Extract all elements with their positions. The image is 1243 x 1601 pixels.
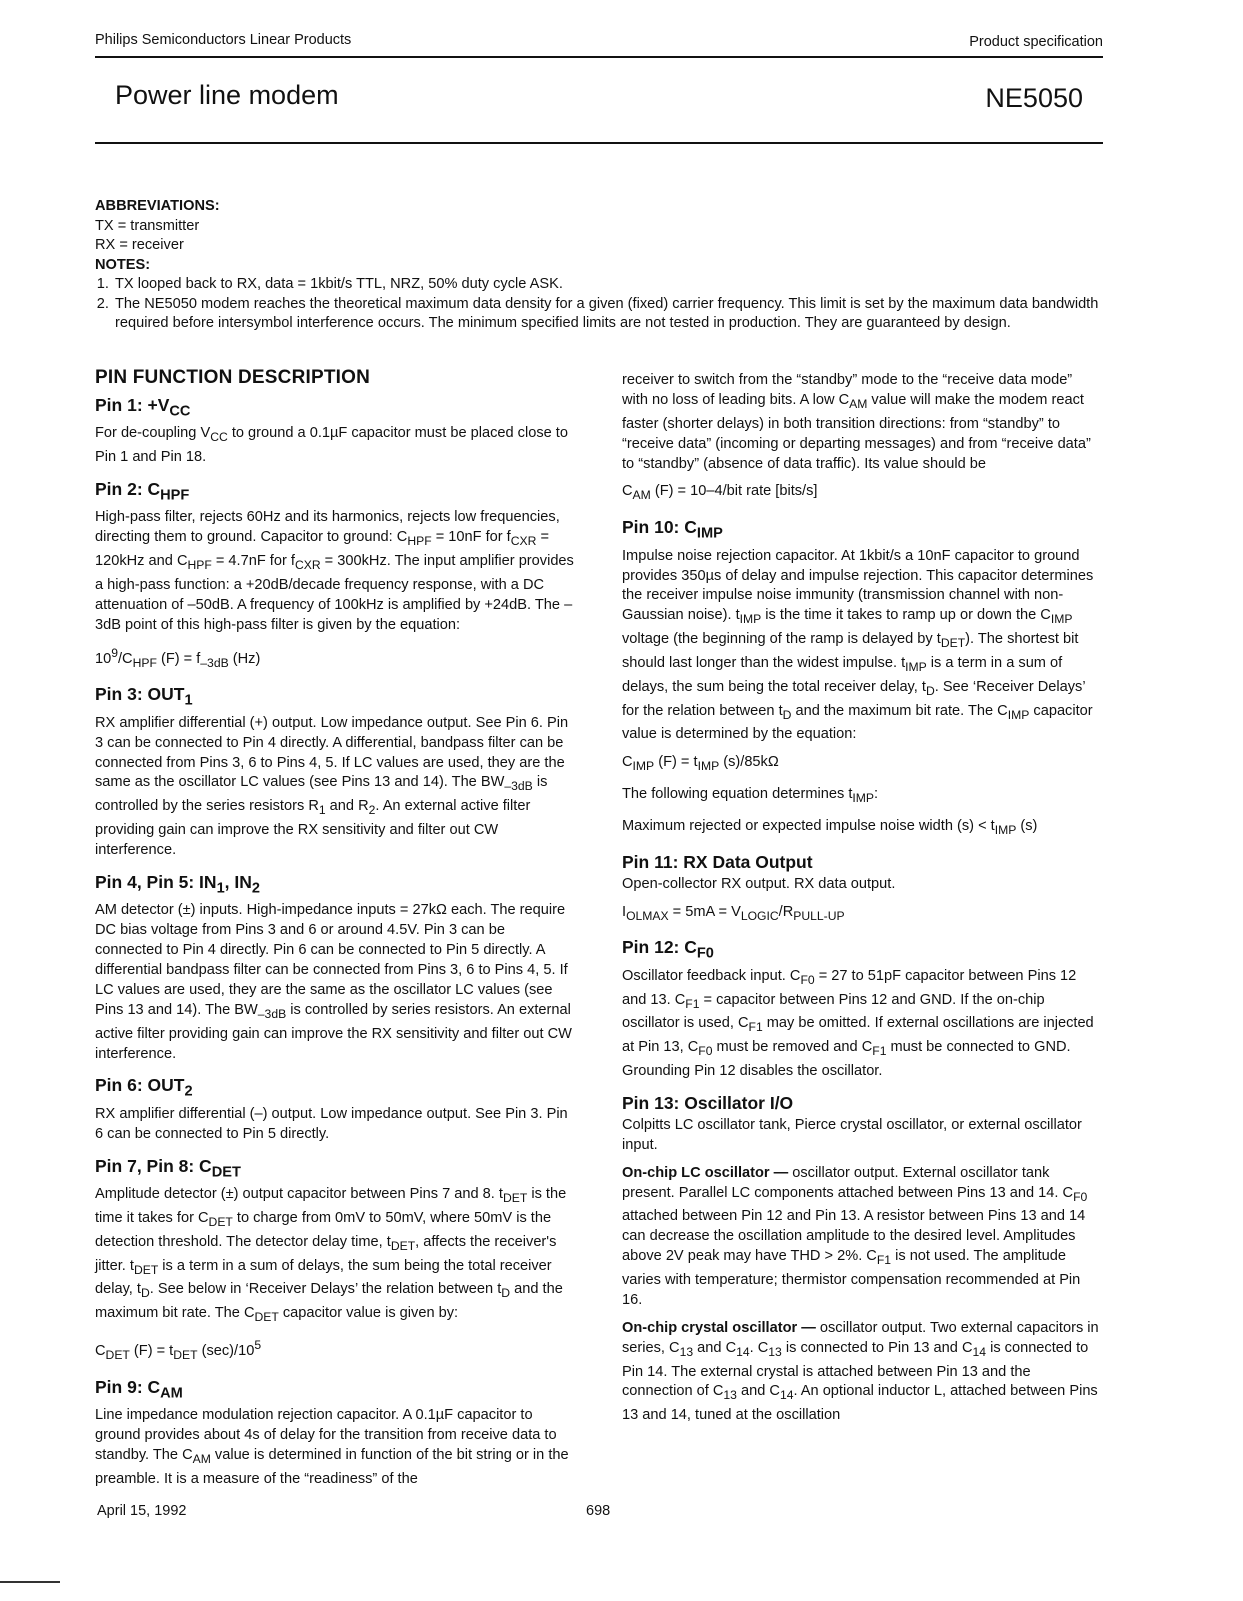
left-column [95, 368, 575, 1498]
pin3-heading: Pin 3: $OUT_1$ [95, 684, 193, 709]
header-rule [95, 56, 1103, 58]
abbreviations-block [95, 197, 1105, 334]
part-number: NE5050 [985, 83, 1083, 113]
abbreviation-rx: RX = receiver [95, 237, 184, 253]
pin6-text: RX amplifier differential (–) output. Low impedance output. See Pin 3. Pin 6 can be connected to Pin 5 directly. [95, 1105, 568, 1142]
pin13-text: Colpitts LC oscillator tank, Pierce crystal oscillator, or external oscillator input. [622, 1116, 1082, 1153]
pin10-heading: Pin 10: $C_{IMP}$ [622, 517, 723, 542]
pin13-lc-text: On-chip LC oscillator — oscillator output. External oscillator tank present. Parallel LC components attached between Pins 13 and 14. $C_{F0}$ attached between Pin 12 and Pin 13. A resistor between Pins 13 and 14 can decrease the oscillation amplitude to the desired level. Amplitudes above 2V peak may have THD > 2%. $C_{F1}$ is not used. The amplitude varies with temperature; thermistor compensation recommended at Pin 16. [622, 1164, 1088, 1308]
pin7-8-equation: $C_{DET}$ $(F) = t_{DET}$ $(\sec)/10^5$ [95, 1337, 262, 1362]
pin11-heading: Pin 11: RX Data Output [622, 851, 813, 872]
right-column [622, 371, 1102, 1434]
pin7-8-heading: Pin 7, Pin 8: $C_{DET}$ [95, 1155, 241, 1181]
notes-list [95, 275, 1105, 334]
document-type: Product specification [969, 34, 1103, 50]
company-name: Philips Semiconductors Linear Products [95, 32, 352, 48]
pin10-text-2: The following equation determines $t_{IMP}$: [622, 786, 879, 806]
pin7-8-text: Amplitude detector (±) output capacitor between Pins 7 and 8. $t_{DET}$ is the time it takes for $C_{DET}$ to charge from 0mV to 50mV, where 50mV is the detection threshold. The detector delay time, $t_{DET}$, affects the receiver's jitter. $t_{DET}$ is a term in a sum of delays, the sum being the total receiver delay, $t_D$. See below in ‘Receiver Delays’ the relation between $t_D$ and the maximum bit rate. The $C_{DET}$ capacitor value is given by: [95, 1186, 567, 1325]
pin4-5-text: AM detector (±) inputs. High-impedance inputs = 27kΩ each. The require DC bias voltage from Pins 3 and 6 or around 4.5V. Pin 3 can be connected to Pin 4 directly. Pin 6 can be connected to Pin 5 directly. A differential bandpass filter can be connected from Pins 3, 6 to Pins 4, 5. If LC values are used, they are the same as the oscillator LC values (see Pins 13 and 14). The $BW_{-3dB}$ is controlled by series resistors. An external active filter providing gain can improve the RX sensitivity and filter out CW interference. [95, 902, 572, 1062]
title-rule [95, 142, 1103, 144]
pin4-5-heading: Pin 4, Pin 5: $IN_1$, $IN_2$ [95, 871, 261, 897]
note-1: 1. TX looped back to RX, data = 1kbit/s TTL, NRZ, 50% duty cycle ASK. [113, 275, 1105, 295]
pin2-text: High-pass filter, rejects 60Hz and its harmonics, rejects low frequencies, directing them to ground. Capacitor to ground: $C_{HPF} = 10nF$ for $f_{CXR} = 120kHz$ and $C_{HPF} = 4.7nF$ for $f_{CXR} = 300kHz$. The input amplifier provides a high-pass function: a +20dB/decade frequency response, with a DC attenuation of –50dB. A frequency of 100kHz is amplified by +24dB. The –3dB point of this high-pass filter is given by the equation: [95, 509, 574, 633]
pin10-equation: $C_{IMP}$ $(F) = t_{IMP}$ (s)/85kΩ [622, 754, 779, 774]
pin10-text: Impulse noise rejection capacitor. At 1kbit/s a 10nF capacitor to ground provides 350µs of delay and impulse rejection. This capacitor determines the receiver impulse noise immunity (transmission channel with non-Gaussian noise). $t_{IMP}$ is the time it takes to ramp up or down the $C_{IMP}$ voltage (the beginning of the ramp is delayed by $t_{DET}$). The shortest bit should last longer than the widest impulse. $t_{IMP}$ is a term in a sum of delays, the sum being the total receiver delay, $t_D$. See ‘Receiver Delays’ for the relation between $t_D$ and the maximum bit rate. The $C_{IMP}$ capacitor value is determined by the equation: [622, 547, 1094, 743]
pin13-heading: Pin 13: Oscillator I/O [622, 1092, 794, 1113]
pin12-text: Oscillator feedback input. $C_{F0} = 27$ to 51pF capacitor between Pins 12 and 13. $C_{F1}$ = capacitor between Pins 12 and GND. If the on-chip oscillator is used, $C_{F1}$ may be omitted. If external oscillations are injected at Pin 13, $C_{F0}$ must be removed and $C_{F1}$ must be connected to GND. Grounding Pin 12 disables the oscillator. [622, 967, 1094, 1080]
pin6-heading: Pin 6: $OUT_2$ [95, 1075, 193, 1100]
notes-heading: NOTES: [95, 256, 151, 273]
scan-mark [0, 1581, 60, 1583]
pin13-crystal-text: On-chip crystal oscillator — oscillator output. Two external capacitors in series, $C_{13}$ and $C_{14}$. $C_{13}$ is connected to Pin 13 and $C_{14}$ is connected to Pin 14. The external crystal is attached between Pin 13 and the connection of $C_{13}$ and $C_{14}$. An optional inductor L, attached between Pins 13 and 14, tuned at the oscillation [622, 1319, 1099, 1424]
pin12-heading: Pin 12: $C_{F0}$ [622, 937, 714, 962]
pin2-equation: $10^9/C_{HPF}$ $(F) = f_{-3dB}$ (Hz) [95, 645, 261, 670]
footer-date: April 15, 1992 [97, 1503, 187, 1519]
pin9-equation: $C_{AM}$ (F) = 10–4/bit rate [bits/s] [622, 483, 818, 503]
pin2-heading: Pin 2: $C_{HPF}$ [95, 479, 190, 504]
abbreviations-heading: ABBREVIATIONS: [95, 198, 220, 214]
pin11-text: Open-collector RX output. RX data output. [622, 875, 896, 892]
pin9-text: Line impedance modulation rejection capacitor. A 0.1µF capacitor to ground provides about 4s of delay for the transition from receive data to standby. The $C_{AM}$ value is determined in function of the bit string or in the preamble. It is a measure of the “readiness” of the [95, 1407, 569, 1487]
page-number: 698 [586, 1503, 611, 1519]
pin11-equation: $I_{OLMAX} = 5mA = V_{LOGIC}/R_{PULL-UP}$ [622, 903, 845, 923]
pin1-text: For de-coupling $V_{CC}$ to ground a 0.1µF capacitor must be placed close to Pin 1 and Pin 18. [95, 425, 568, 466]
pin1-heading: Pin 1: $+V_{CC}$ [95, 394, 191, 420]
note-2: 2. The NE5050 modem reaches the theoretical maximum data density for a given (fixed) carrier frequency. This limit is set by the maximum data bandwidth required before intersymbol interference occurs. The minimum specified limits are not tested in production. They are guaranteed by design. [113, 295, 1105, 334]
pin9-heading: Pin 9: $C_{AM}$ [95, 1376, 183, 1402]
section-title: PIN FUNCTION DESCRIPTION [95, 367, 371, 388]
page-title: Power line modem [115, 80, 339, 110]
pin9-text-continued: receiver to switch from the “standby” mode to the “receive data mode” with no loss of leading bits. A low $C_{AM}$ value will make the modem react faster (shorter delays) in both transition directions: from “standby” to “receive data” (incoming or departing messages) and from “receive data” to “standby” (absence of data traffic). Its value should be [622, 372, 1091, 472]
abbreviation-tx: TX = transmitter [95, 217, 200, 234]
pin10-inequality: Maximum rejected or expected impulse noise width $(s) < t_{IMP}$ (s) [622, 817, 1038, 837]
pin3-text: RX amplifier differential (+) output. Low impedance output. See Pin 6. Pin 3 can be connected to Pin 4 directly. A differential, bandpass filter can be connected from Pins 3, 6 to Pins 4, 5. If LC values are used, they are the same as the oscillator LC values (see Pins 13 and 14). The $BW_{-3dB}$ is controlled by the series resistors $R_1$ and $R_2$. An external active filter providing gain can improve the RX sensitivity and filter out CW interference. [95, 714, 569, 859]
